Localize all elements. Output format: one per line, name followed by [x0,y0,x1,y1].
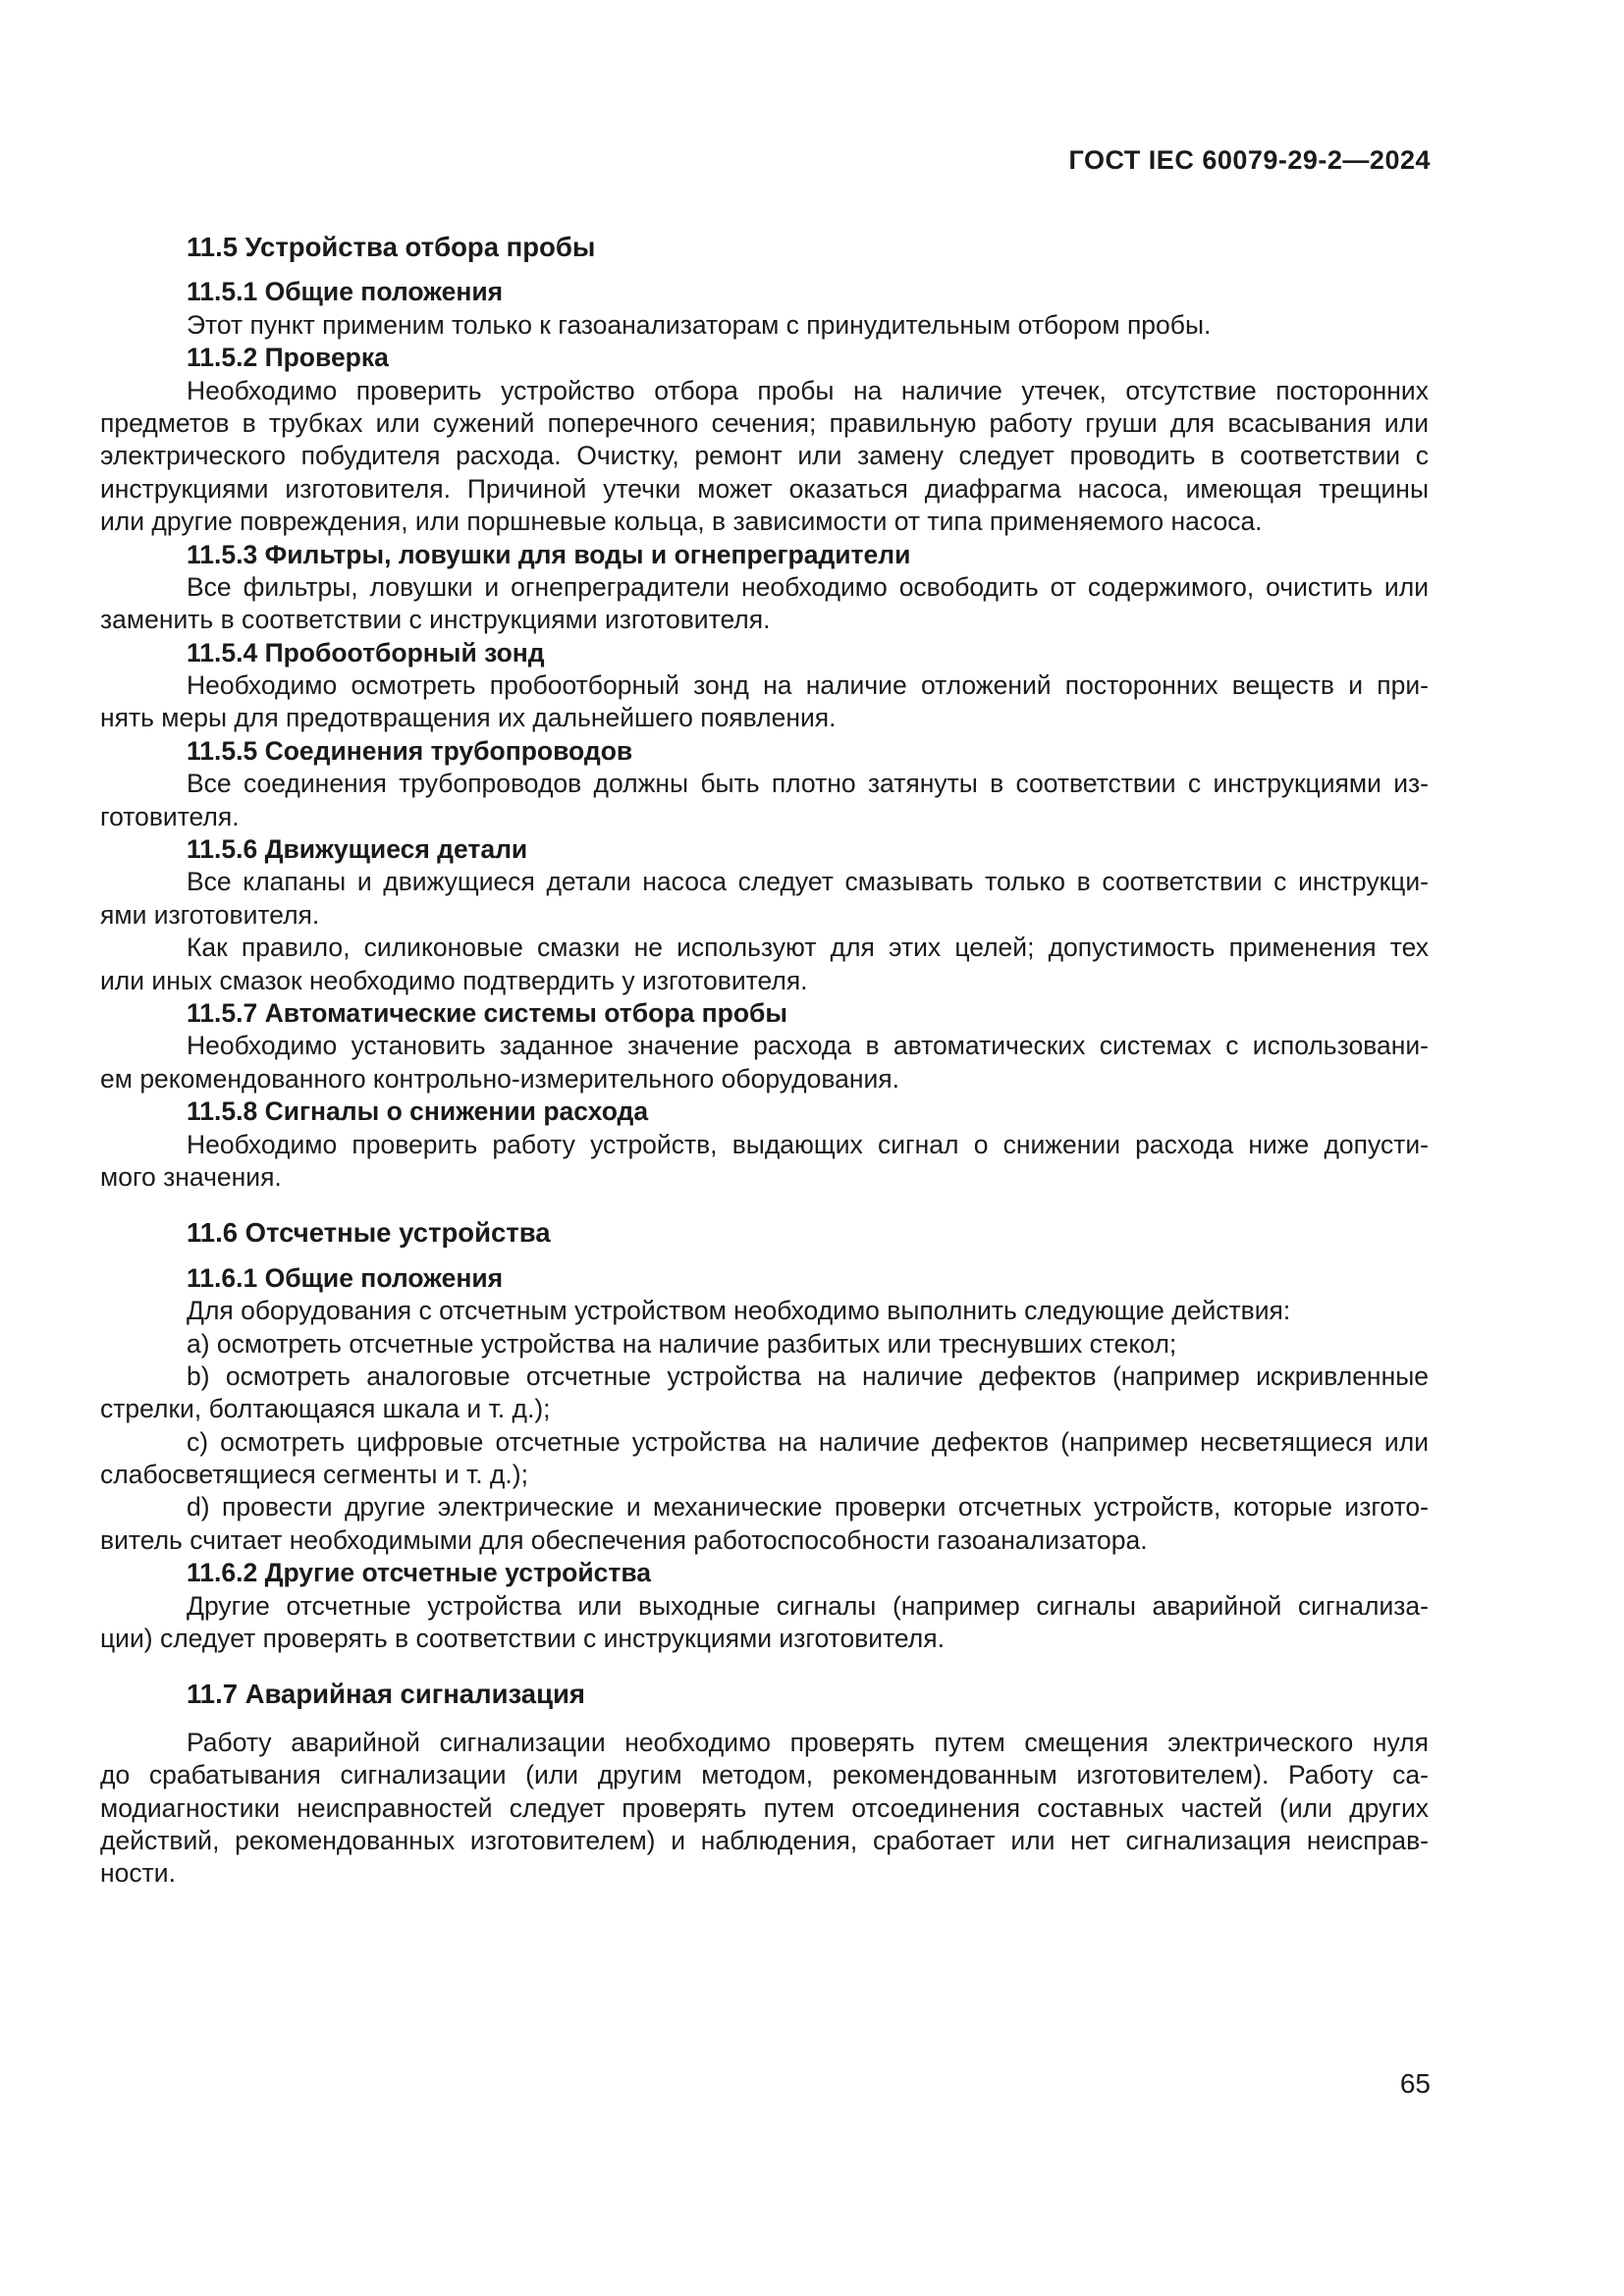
text-line: до срабатывания сигнализации (или другим методом, рекомендованным изготовителем). Работу са- [100,1760,1429,1790]
text-line: Другие отсчетные устройства или выходные сигналы (например сигналы аварийной сигнализа- [187,1590,1429,1621]
text-line: ем рекомендованного контрольно-измерительного оборудования. [100,1063,899,1094]
document-header: ГОСТ IEC 60079-29-2—2024 [1068,145,1431,175]
heading-text: 11.6.2 Другие отсчетные устройства [187,1558,652,1588]
text-line: или иных смазок необходимо подтвердить у изготовителя. [100,965,808,995]
paragraph [100,375,1429,539]
text-line: готовителя. [100,801,240,831]
text-line: витель считает необходимыми для обеспечения работоспособности газоанализатора. [100,1524,1148,1555]
text-line: Для оборудования с отсчетным устройством необходимо выполнить следующие действия: [187,1296,1291,1326]
paragraph [100,1426,1429,1492]
text-line: ности. [100,1858,176,1889]
text-line: электрического побудителя расхода. Очистку, ремонт или замену следует проводить в соответствии с [100,441,1429,471]
paragraph [100,1361,1429,1426]
text-line: стрелки, болтающаяся шкала и т. д.); [100,1394,551,1424]
section-heading [100,1216,1429,1249]
heading-text: 11.6.1 Общие положения [187,1262,504,1293]
text-line: c) осмотреть цифровые отсчетные устройства на наличие дефектов (например несветящиеся или [187,1426,1429,1457]
section-heading [100,1095,1429,1128]
paragraph [100,866,1429,932]
heading-text: 11.5.2 Проверка [187,343,389,373]
text-line: мого значения. [100,1161,282,1192]
text-line: Необходимо установить заданное значение расхода в автоматических системах с использовани- [187,1031,1429,1061]
heading-text: 11.5.5 Соединения трубопроводов [187,735,633,766]
section-heading [100,1262,1429,1295]
heading-text: 11.5.7 Автоматические системы отбора пробы [187,997,788,1028]
text-line: инструкциями изготовителя. Причиной утечки может оказаться диафрагма насоса, имеющая трещины [100,473,1429,504]
paragraph [100,571,1429,637]
text-line: Все клапаны и движущиеся детали насоса следует смазывать только в соответствии с инструкци- [187,867,1429,897]
text-line: Необходимо осмотреть пробоотборный зонд на наличие отложений посторонних веществ и при- [187,670,1429,701]
section-heading [100,276,1429,308]
text-line: Работу аварийной сигнализации необходимо проверять путем смещения электрического нуля [187,1727,1429,1757]
section-heading [100,833,1429,866]
section-heading [100,1678,1429,1710]
text-line: ции) следует проверять в соответствии с инструкциями изготовителя. [100,1624,945,1654]
heading-text: 11.5.4 Пробоотборный зонд [187,637,545,667]
page-number: 65 [1399,2068,1431,2099]
section-heading [100,1557,1429,1589]
text-line: слабосветящиеся сегменты и т. д.); [100,1460,528,1490]
paragraph [100,1030,1429,1095]
section-heading [100,539,1429,571]
text-line: d) провести другие электрические и механические проверки отсчетных устройств, которые изгото- [187,1492,1429,1522]
heading-text: 11.5 Устройства отбора пробы [187,232,596,262]
section-heading [100,735,1429,768]
heading-text: 11.5.8 Сигналы о снижении расхода [187,1096,649,1127]
paragraph [100,1328,1429,1361]
text-line: b) осмотреть аналоговые отсчетные устройства на наличие дефектов (например искривленные [187,1361,1429,1391]
text-line: Необходимо проверить устройство отбора пробы на наличие утечек, отсутствие посторонних [187,375,1429,405]
text-line: Этот пункт применим только к газоанализаторам с принудительным отбором пробы. [187,309,1212,340]
section-heading [100,231,1429,263]
paragraph [100,1727,1429,1891]
heading-text: 11.7 Аварийная сигнализация [187,1679,585,1710]
text-line: a) осмотреть отсчетные устройства на наличие разбитых или треснувших стекол; [187,1328,1177,1359]
paragraph [100,768,1429,833]
heading-text: 11.5.3 Фильтры, ловушки для воды и огнепреградители [187,539,911,569]
text-line: нять меры для предотвращения их дальнейшего появления. [100,703,837,733]
text-line: Все фильтры, ловушки и огнепреградители необходимо освободить от содержимого, очистить или [187,571,1429,602]
paragraph [100,1491,1429,1557]
section-heading [100,637,1429,669]
text-line: предметов в трубках или сужений поперечного сечения; правильную работу груши для всасывания или [100,407,1429,438]
content-blocks [100,231,1429,1891]
heading-text: 11.6 Отсчетные устройства [187,1217,551,1249]
text-line: модиагностики неисправностей следует проверять путем отсоединения составных частей (или других [100,1792,1429,1823]
paragraph [100,309,1429,342]
heading-text: 11.5.1 Общие положения [187,277,504,307]
section-heading [100,997,1429,1030]
text-line: действий, рекомендованных изготовителем) и наблюдения, сработает или нет сигнализация неисправ- [100,1825,1429,1855]
paragraph [100,1129,1429,1195]
text-line: Все соединения трубопроводов должны быть плотно затянуты в соответствии с инструкциями из- [187,769,1429,799]
section-heading [100,342,1429,374]
paragraph [100,669,1429,735]
text-line: Как правило, силиконовые смазки не используют для этих целей; допустимость применения тех [187,933,1429,963]
paragraph [100,1295,1429,1327]
text-line: или другие повреждения, или поршневые кольца, в зависимости от типа применяемого насоса. [100,507,1263,537]
heading-text: 11.5.6 Движущиеся детали [187,834,528,865]
paragraph [100,1590,1429,1656]
text-line: Необходимо проверить работу устройств, выдающих сигнал о снижении расхода ниже допусти- [187,1129,1429,1159]
text-line: заменить в соответствии с инструкциями изготовителя. [100,605,771,635]
text-line: ями изготовителя. [100,899,320,930]
paragraph [100,932,1429,997]
